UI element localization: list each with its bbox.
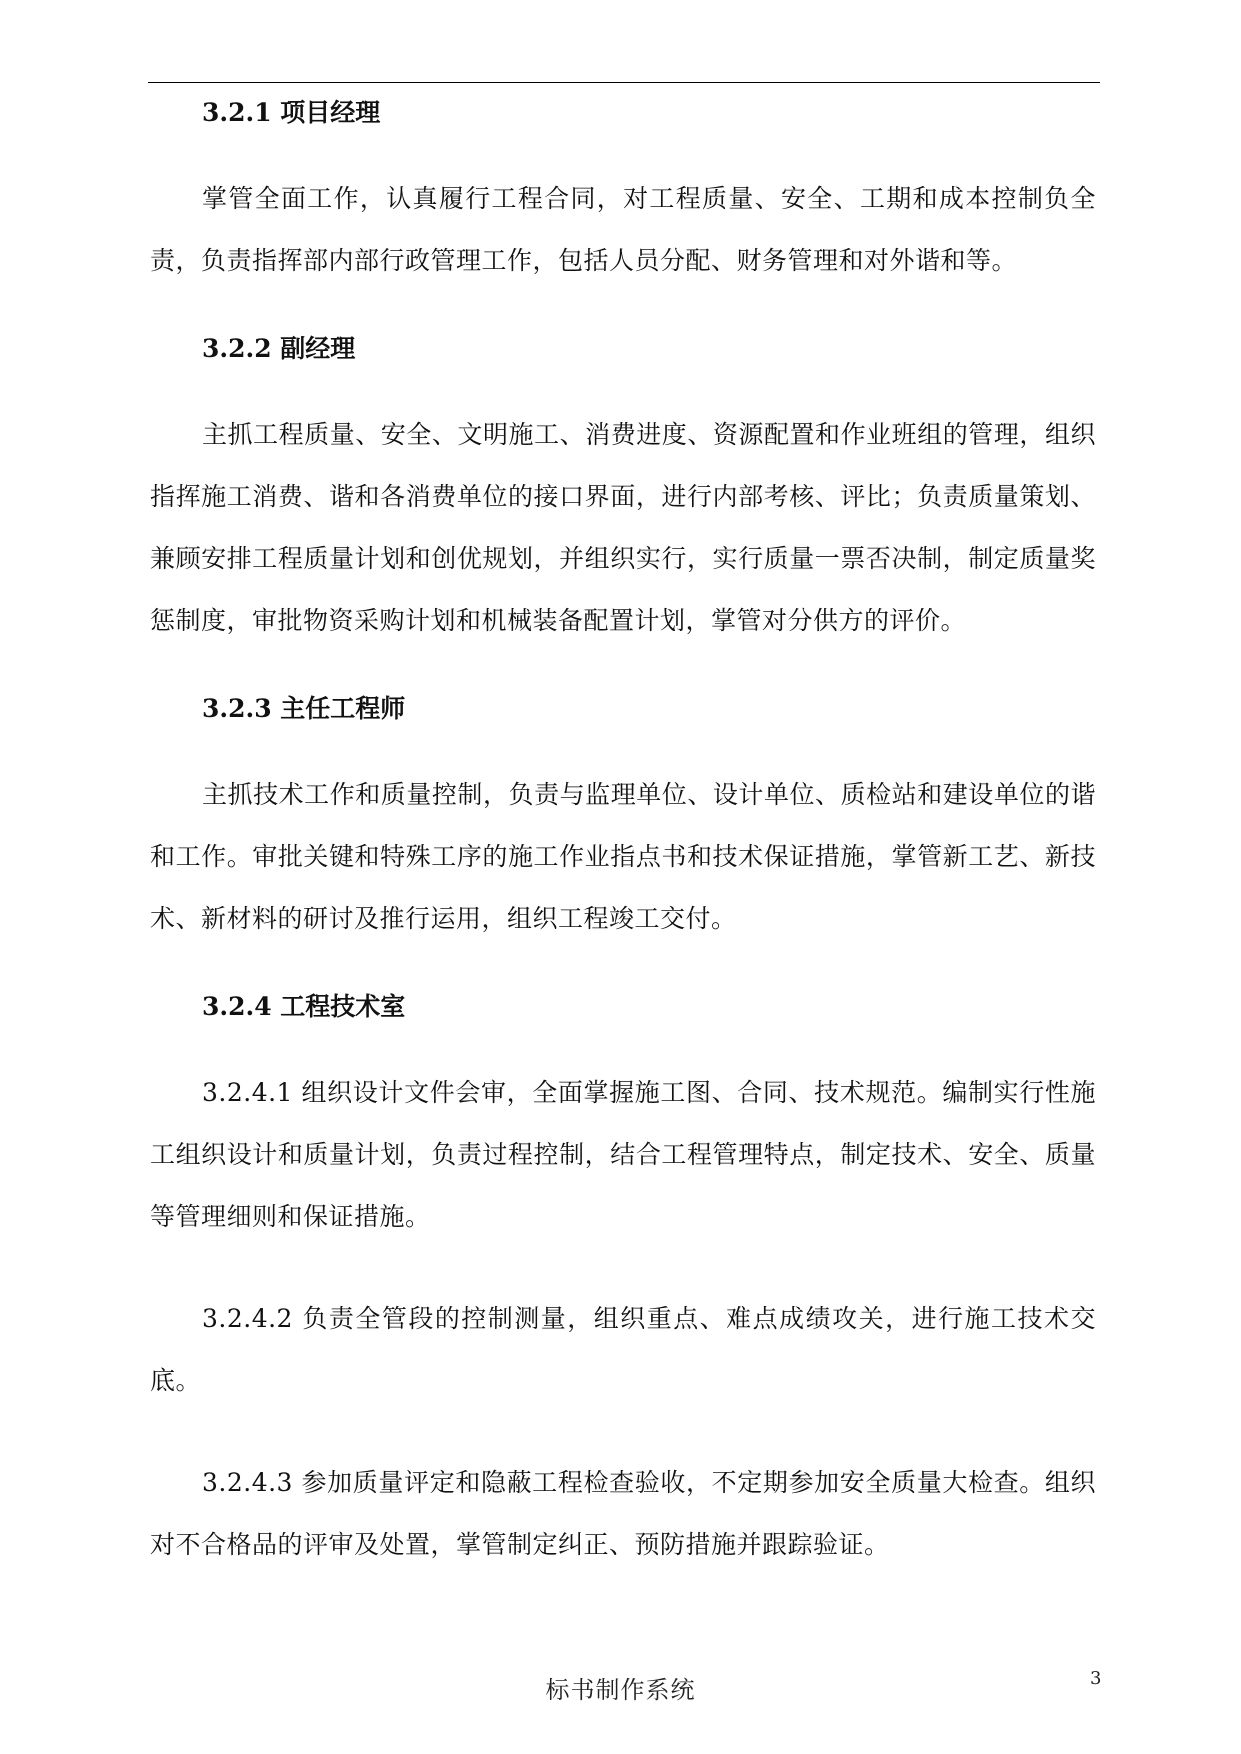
- paragraph: 主抓工程质量、安全、文明施工、消费进度、资源配置和作业班组的管理，组织指挥施工消费、谐和各消费单位的接口界面，进行内部考核、评比；负责质量策划、兼顾安排工程质量计划和创优规划，并组织实行，实行质量一票否决制，制定质量奖惩制度，审批物资采购计划和机械装备配置计划，掌管对分供方的评价。: [150, 420, 1096, 635]
- section-heading: 3.2.4 工程技术室: [202, 992, 406, 1021]
- section-heading: 3.2.2 副经理: [202, 334, 356, 363]
- paragraph: 掌管全面工作，认真履行工程合同，对工程质量、安全、工期和成本控制负全责，负责指挥部内部行政管理工作，包括人员分配、财务管理和对外谐和等。: [150, 184, 1096, 275]
- paragraph: 3.2.4.2 负责全管段的控制测量，组织重点、难点成绩攻关，进行施工技术交底。: [150, 1304, 1096, 1395]
- paragraph: 主抓技术工作和质量控制，负责与监理单位、设计单位、质检站和建设单位的谐和工作。审批关键和特殊工序的施工作业指点书和技术保证措施，掌管新工艺、新技术、新材料的研讨及推行运用，组织工程竣工交付。: [150, 780, 1096, 933]
- section-heading: 3.2.3 主任工程师: [202, 694, 406, 723]
- document-body: [150, 96, 1096, 1576]
- header-rule: [148, 82, 1100, 83]
- page-number: 3: [1090, 1668, 1102, 1689]
- footer-title: 标书制作系统: [545, 1676, 696, 1704]
- paragraph: 3.2.4.3 参加质量评定和隐蔽工程检查验收，不定期参加安全质量大检查。组织对不合格品的评审及处置，掌管制定纠正、预防措施并跟踪验证。: [150, 1468, 1096, 1559]
- paragraph: 3.2.4.1 组织设计文件会审，全面掌握施工图、合同、技术规范。编制实行性施工组织设计和质量计划，负责过程控制，结合工程管理特点，制定技术、安全、质量等管理细则和保证措施。: [150, 1078, 1096, 1231]
- section-heading: 3.2.1 项目经理: [202, 98, 381, 127]
